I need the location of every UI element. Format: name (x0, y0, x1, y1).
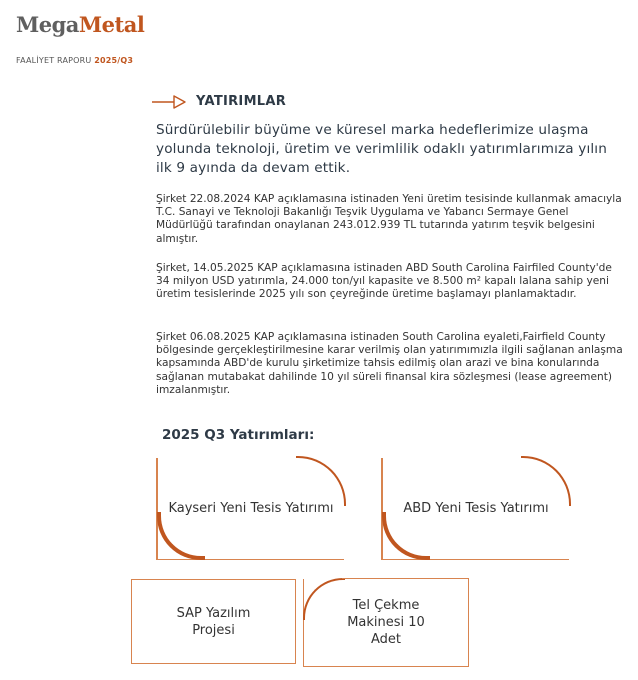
paragraph-incentive: Şirket 22.08.2024 KAP açıklamasına istinaden Yeni üretim tesisinde kullanmak amacıyla T.C. Sanayi ve Teknoloji Bakanlığı Teşvik Uygulama ve Yabancı Sermaye Genel Müdürlüğü tarafından onaylanan 243.012.939 TL tutarında yatırım teşvik belgesini almıştır. (156, 193, 622, 245)
lead-paragraph: Sürdürülebilir büyüme ve küresel marka hedeflerimize ulaşma yolunda teknoloji, üretim ve verimlilik odaklı yatırımlarımıza yılın ilk 9 ayında da devam ettik. (156, 122, 608, 176)
brand-name-part2: Metal (78, 12, 145, 37)
card-corner-arc (296, 456, 346, 506)
investment-card (131, 579, 296, 664)
section-header (152, 94, 286, 109)
paragraph-usa-facility: Şirket, 14.05.2025 KAP açıklamasına istinaden ABD South Carolina Fairfiled County'de 34 milyon USD yatırımla, 24.000 ton/yıl kapasite ve 8.500 m² kapalı lalana sahip yeni üretim tesislerinde 2025 yılı son çeyreğinde üretime başlamayı planlamaktadır. (156, 262, 612, 301)
card-corner-arc (382, 512, 430, 560)
card-corner-arc (157, 512, 205, 560)
investment-card (381, 458, 569, 560)
section-title: YATIRIMLAR (196, 94, 287, 109)
investment-card (303, 579, 469, 667)
investment-label: Tel Çekme Makinesi 10 Adet (347, 598, 425, 647)
card-corner-arc (303, 578, 345, 620)
report-label (16, 56, 133, 65)
brand-name-part1: Mega (16, 12, 79, 37)
report-period: 2025/Q3 (94, 56, 134, 65)
investment-label: ABD Yeni Tesis Yatırımı (403, 501, 549, 516)
paragraph-lease-agreement: Şirket 06.08.2025 KAP açıklamasına istinaden South Carolina eyaleti,Fairfield County bölgesinde gerçekleştirilmesine karar verilmiş olan yatırımımızla ilgili sağlanan anlaşma kapsamında ABD'de kurulu şirketimize tahsis edilmiş olan arazi ve bina konularında sağlanan mutabakat dahilinde 10 yıl süreli finansal kira sözleşmesi (lease agreement) imzalanmıştır. (156, 331, 623, 396)
card-corner-arc (521, 456, 571, 506)
brand-logo (16, 12, 144, 37)
report-title: FAALİYET RAPORU (16, 56, 92, 65)
investment-label: SAP Yazılım Projesi (176, 605, 251, 638)
card-border-line (342, 578, 469, 579)
investment-label: Kayseri Yeni Tesis Yatırımı (168, 501, 334, 516)
investment-card (156, 458, 344, 560)
investments-title: 2025 Q3 Yatırımları: (162, 427, 315, 443)
arrow-right-icon (152, 95, 188, 109)
